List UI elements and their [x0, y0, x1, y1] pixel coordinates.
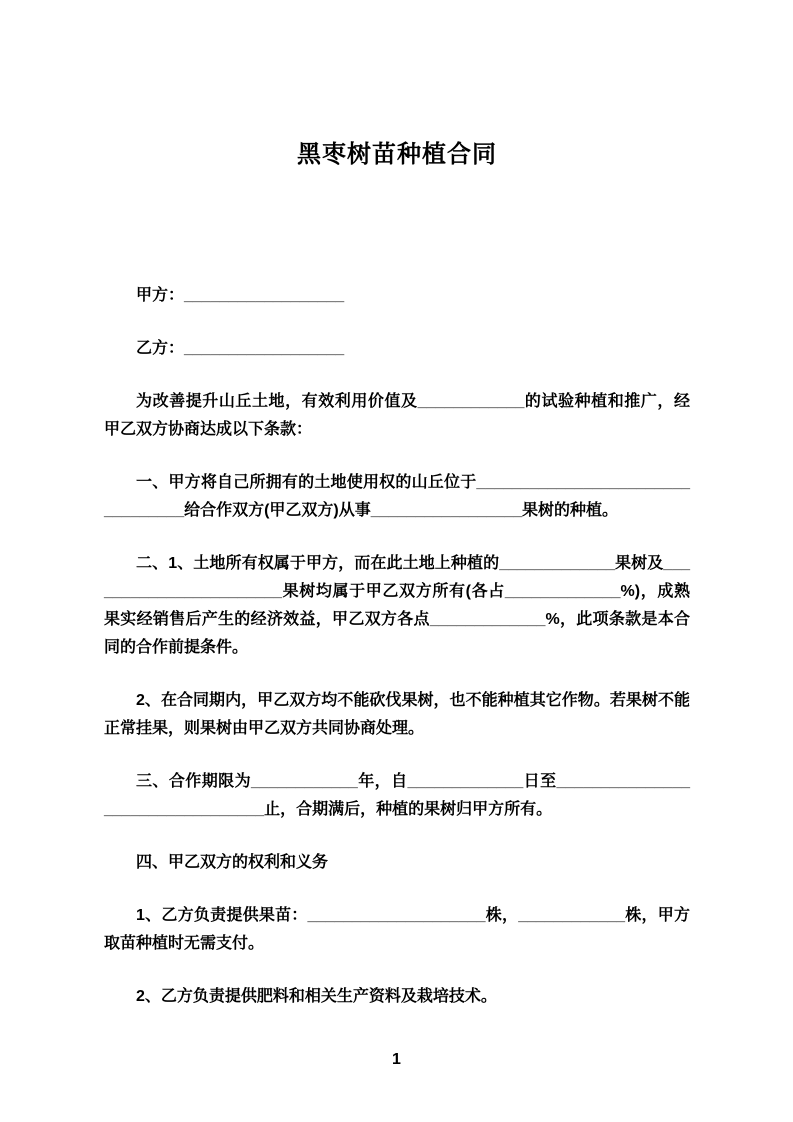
- paragraph-clause-1: 一、甲方将自己所拥有的土地使用权的山丘位于_________________________________给合作双方(甲乙双方)从事_________________果树的种植。: [104, 474, 690, 519]
- document-title: 黑枣树苗种植合同: [297, 141, 497, 168]
- page-number: 1: [392, 1051, 401, 1068]
- paragraph-clause-3: 三、合作期限为____________年，自_____________日至_________________________________止，合期满后，种植的果树归甲方所有。: [104, 773, 690, 818]
- paragraph-clause-2-2: 2、在合同期内，甲乙双方均不能砍伐果树，也不能种植其它作物。若果树不能正常挂果，则果树由甲乙双方共同协商处理。: [104, 692, 690, 737]
- paragraph-clause-4: 四、甲乙双方的权利和义务: [136, 854, 329, 871]
- paragraph-party-a: 甲方：__________________: [136, 287, 345, 304]
- paragraph-preamble: 为改善提升山丘土地，有效利用价值及____________的试验种植和推广，经甲乙双方协商达成以下条款：: [104, 393, 690, 438]
- paragraph-clause-4-2: 2、乙方负责提供肥料和相关生产资料及栽培技术。: [136, 988, 497, 1005]
- paragraph-clause-4-1: 1、乙方负责提供果苗：____________________株，____________株，甲方取苗种植时无需支付。: [104, 907, 690, 952]
- document-body: [104, 0, 690, 1036]
- paragraph-party-b: 乙方：__________________: [136, 340, 345, 357]
- paragraph-clause-2-1: 二、1、土地所有权属于甲方，而在此土地上种植的_____________果树及_______________________果树均属于甲乙双方所有(各占_____________%)，成熟果实经销售后产生的经济效益，甲乙双方各点_____________%，此项条款是本合同的合作前提条件。: [104, 555, 690, 656]
